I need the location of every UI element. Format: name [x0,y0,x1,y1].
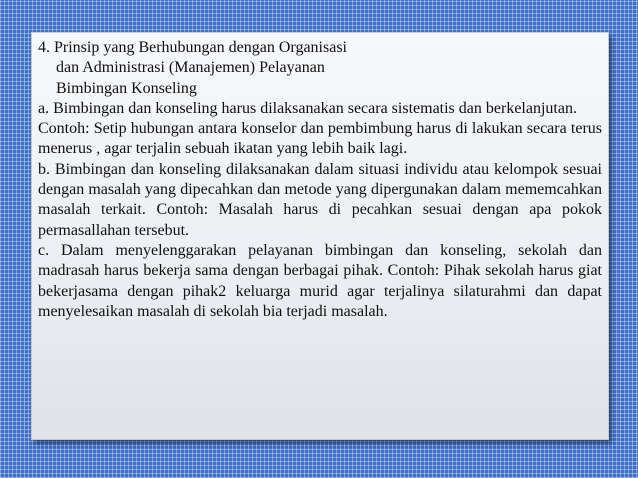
principle-b-paragraph: b. Bimbingan dan konseling dilaksanakan dalam situasi individu atau kelompok sesuai dengan masalah yang dipecahkan dan metode yang dipergunakan dalam mememcahkan masalah terkait. Contoh: Masalah harus di pecahkan sesuai dengan apa pokok permasallahan tersebut. [38,160,602,239]
section-heading-line-2: dan Administrasi (Manajemen) Pelayanan [56,59,325,77]
principle-c-paragraph: c. Dalam menyelenggarakan pelayanan bimbingan dan konseling, sekolah dan madrasah harus bekerja sama dengan berbagai pihak. Contoh: Pihak sekolah harus giat bekerjasama dengan pihak2 keluarga murid agar terjalinya silaturahmi dan dapat menyelesaikan masalah di sekolah bia terjadi masalah. [38,241,602,320]
example-a-paragraph: Contoh: Setip hubungan antara konselor dan pembimbung harus di lakukan secara terus menerus , agar terjalin sebuah ikatan yang lebih baik lagi. [38,120,602,158]
section-heading-line-3: Bimbingan Konseling [56,79,197,97]
slide-content-panel [31,32,609,440]
principle-a-paragraph: a. Bimbingan dan konseling harus dilaksanakan secara sistematis dan berkelanjutan. [38,99,577,117]
section-heading-line-1: 4. Prinsip yang Berhubungan dengan Organisasi [38,39,347,56]
